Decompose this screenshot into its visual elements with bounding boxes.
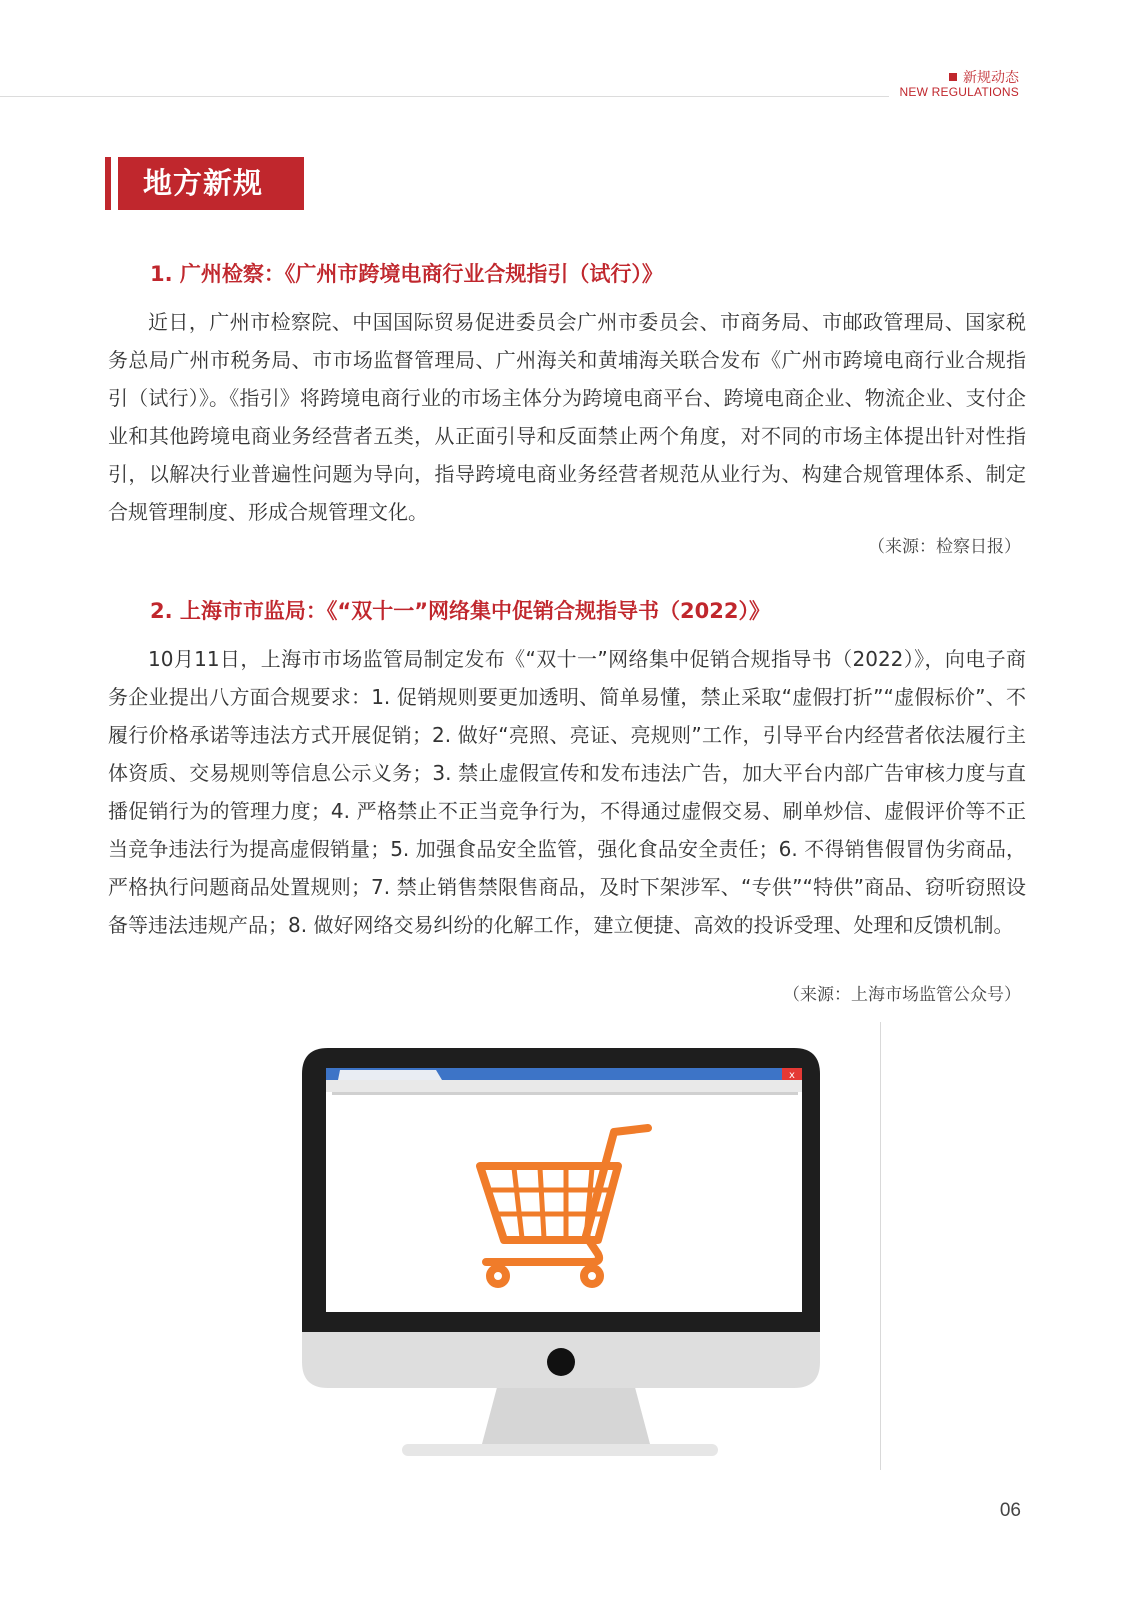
monitor-icon [302,1040,832,1470]
divider-vertical [880,1022,881,1470]
header-divider [0,96,889,97]
window-close-icon: x [789,1070,795,1081]
running-header [900,70,1019,100]
page-number: 06 [999,1500,1021,1521]
article-1-source: （来源：检察日报） [868,537,1021,557]
computer-illustration [302,1040,832,1470]
article-2-title: 2. 上海市市监局：《“双十一”网络集中促销合规指导书（2022）》 [150,599,770,623]
article-2-source: （来源：上海市场监管公众号） [783,985,1021,1005]
article-1-body: 近日，广州市检察院、中国国际贸易促进委员会广州市委员会、市商务局、市邮政管理局、国家税务总局广州市税务局、市市场监督管理局、广州海关和黄埔海关联合发布《广州市跨境电商行业合规指引（试行）》。《指引》将跨境电商行业的市场主体分为跨境电商平台、跨境电商企业、物流企业、支付企业和其他跨境电商业务经营者五类，从正面引导和反面禁止两个角度，对不同的市场主体提出针对性指引，以解决行业普遍性问题为导向，指导跨境电商业务经营者规范从业行为、构建合规管理体系、制定合规管理制度、形成合规管理文化。 [108,310,1026,524]
article-2-body: 10月11日，上海市市场监管局制定发布《“双十一”网络集中促销合规指导书（2022）》，向电子商务企业提出八方面合规要求：1. 促销规则要更加透明、简单易懂，禁止采取“虚假打折”“虚假标价”、不履行价格承诺等违法方式开展促销；2. 做好“亮照、亮证、亮规则”工作，引导平台内经营者依法履行主体资质、交易规则等信息公示义务；3. 禁止虚假宣传和发布违法广告，加大平台内部广告审核力度与直播促销行为的管理力度；4. 严格禁止不正当竞争行为，不得通过虚假交易、刷单炒信、虚假评价等不正当竞争违法行为提高虚假销量；5. 加强食品安全监管，强化食品安全责任；6. 不得销售假冒伪劣商品，严格执行问题商品处置规则；7. 禁止销售禁限售商品，及时下架涉军、“专供”“特供”商品、窃听窃照设备等违法违规产品；8. 做好网络交易纠纷的化解工作，建立便捷、高效的投诉受理、处理和反馈机制。 [108,647,1026,937]
header-section-en: NEW REGULATIONS [899,85,1019,100]
header-section-cn: 新规动态 [963,70,1019,86]
banner-accent-bar [105,157,111,210]
article-1-title: 1. 广州检察：《广州市跨境电商行业合规指引（试行）》 [150,262,663,286]
section-banner: 地方新规 [118,157,304,210]
header-square-icon [949,73,957,81]
